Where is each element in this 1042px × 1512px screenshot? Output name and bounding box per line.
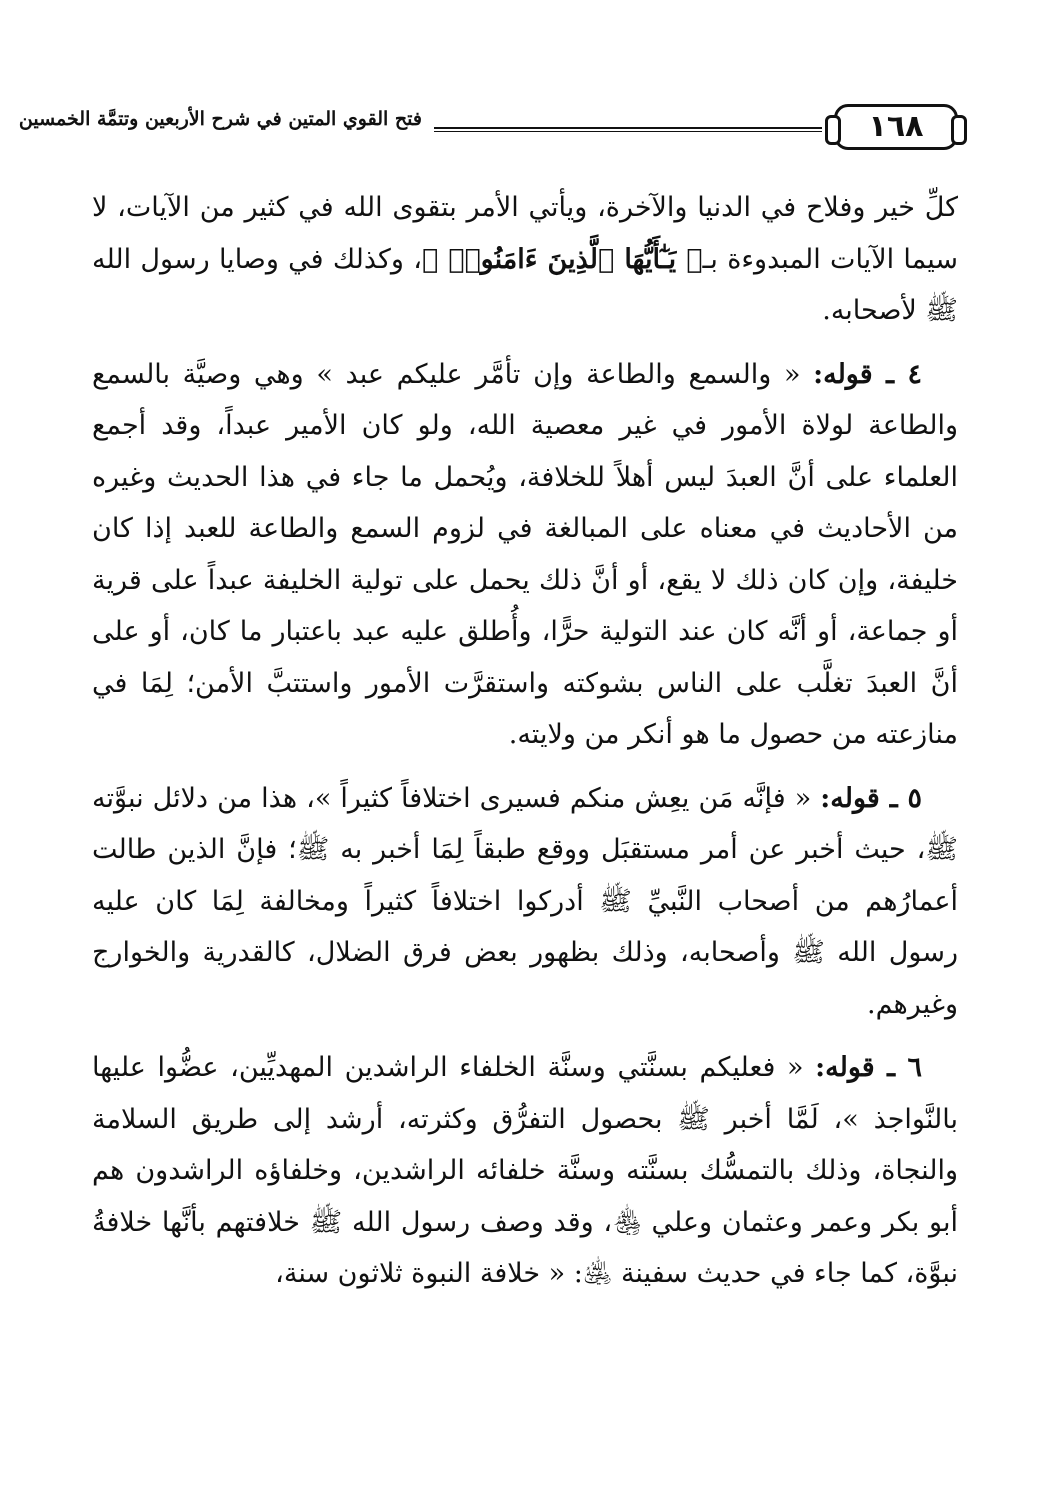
paragraph-text: ، وكذلك في وصايا رسول الله ﷺ لأصحابه. (92, 243, 958, 326)
header-rule (434, 127, 822, 132)
page-header (18, 100, 958, 160)
paragraph-lead: ٦ ـ قوله: (815, 1052, 922, 1083)
paragraph-text: « فعليكم بسنَّتي وسنَّة الخلفاء الراشدين المهديِّين، عضُّوا عليها بالنَّواجذ »، لَمَّا أخبر ﷺ بحصول التفرُّق وكثرته، أرشد إلى طريق السلامة والنجاة، وذلك بالتمسُّك بسنَّته وسنَّة خلفائه الراشدين، وخلفاؤه الراشدون هم أبو بكر وعمر وعثمان وعلي ﵃، وقد وصف رسول الله ﷺ خلافتهم بأنَّها خلافةُ نبوَّة، كما جاء في حديث سفينة ﵁: « خلافة النبوة ثلاثون سنة، (92, 1052, 958, 1289)
paragraph-lead: ٤ ـ قوله: (813, 358, 923, 390)
page-body (92, 182, 958, 1312)
paragraph-text: « والسمع والطاعة وإن تأمَّر عليكم عبد » وهي وصيَّة بالسمع والطاعة لولاة الأمور في غير معصية الله، ولو كان الأمير عبداً، وقد أجمع العلماء على أنَّ العبدَ ليس أهلاً للخلافة، ويُحمل ما جاء في هذا الحديث وغيره من الأحاديث في معناه على المبالغة في لزوم السمع والطاعة للعبد إذا كان خليفة، وإن كان ذلك لا يقع، أو أنَّ ذلك يحمل على تولية الخليفة عبداً على قرية أو جماعة، أو أنَّه كان عند التولية حرًّا، وأُطلق عليه عبد باعتبار ما كان، أو على أنَّ العبدَ تغلَّب على الناس بشوكته واستقرَّت الأمور واستتبَّ الأمن؛ لِمَا في منازعته من حصول ما هو أنكر من ولايته. (92, 358, 958, 750)
paragraph-3 (92, 773, 958, 1031)
paragraph-text: « فإنَّه مَن يعِش منكم فسيرى اختلافاً كثيراً »، هذا من دلائل نبوَّته ﷺ، حيث أخبر عن أمر مستقبَل ووقع طبقاً لِمَا أخبر به ﷺ؛ فإنَّ الذين طالت أعمارُهم من أصحاب النَّبيِّ ﷺ أدركوا اختلافاً كثيراً ومخالفة لِمَا كان عليه رسول الله ﷺ وأصحابه، وذلك بظهور بعض فرق الضلال، كالقدرية والخوارج وغيرهم. (92, 782, 958, 1020)
paragraph-lead: ٥ ـ قوله: (820, 782, 922, 814)
page-number: ١٦٨ (868, 109, 924, 144)
paragraph-4 (92, 1042, 958, 1300)
paragraph-1 (92, 182, 958, 337)
paragraph-2 (92, 349, 958, 761)
book-title: فتح القوي المتين في شرح الأربعين وتتمَّة الخمسين (18, 108, 422, 130)
paragraph-text: كلِّ خير وفلاح في الدنيا والآخرة، ويأتي الأمر بتقوى الله في كثير من الآيات، لا سيما الآيات المبدوءة بـ (92, 192, 958, 275)
quran-verse: ﴿ يَـٰٓأَيُّهَا ٱلَّذِينَ ءَامَنُوا۟ ﴾ (421, 243, 703, 275)
page-number-frame (834, 104, 958, 150)
